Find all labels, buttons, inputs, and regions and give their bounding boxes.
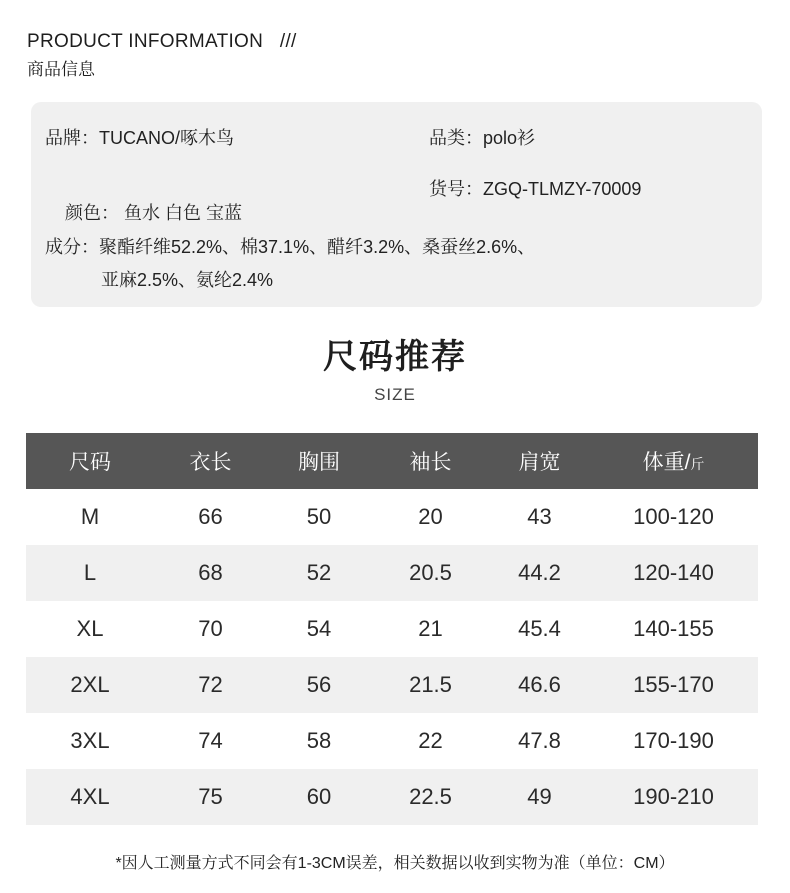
cell-sleeve: 21.5 bbox=[409, 672, 452, 697]
info-sku-value: ZGQ-TLMZY-70009 bbox=[483, 179, 642, 199]
section-header bbox=[27, 30, 297, 81]
section-title-cn: 商品信息 bbox=[27, 60, 95, 79]
size-title: 尺码推荐 bbox=[323, 338, 467, 376]
cell-shoulder: 46.6 bbox=[518, 672, 561, 697]
table-row bbox=[26, 769, 758, 825]
info-composition-label: 成分： bbox=[45, 237, 99, 257]
info-color-value: 鱼水 白色 宝蓝 bbox=[119, 203, 243, 223]
header-chest: 胸围 bbox=[298, 451, 340, 474]
measurement-note: *因人工测量方式不同会有1-3CM误差，相关数据以收到实物为准（单位：CM） bbox=[115, 855, 675, 872]
cell-length: 66 bbox=[198, 504, 223, 529]
cell-length: 75 bbox=[198, 784, 223, 809]
info-sku bbox=[429, 177, 641, 201]
cell-chest: 56 bbox=[306, 672, 332, 697]
cell-weight: 100-120 bbox=[633, 504, 714, 529]
info-category-label: 品类： bbox=[429, 128, 483, 148]
header-sleeve: 袖长 bbox=[409, 451, 452, 474]
cell-weight: 155-170 bbox=[633, 672, 714, 697]
info-composition-cont bbox=[101, 268, 273, 292]
cell-length: 74 bbox=[198, 728, 223, 753]
cell-weight: 170-190 bbox=[633, 728, 714, 753]
cell-sleeve: 20 bbox=[418, 504, 443, 529]
cell-shoulder: 47.8 bbox=[518, 728, 561, 753]
info-sku-label: 货号： bbox=[429, 179, 483, 199]
header-weight bbox=[589, 446, 758, 476]
cell-size: L bbox=[83, 560, 97, 585]
cell-length: 68 bbox=[198, 560, 223, 585]
cell-chest: 52 bbox=[306, 560, 332, 585]
header-size: 尺码 bbox=[69, 451, 111, 474]
cell-chest: 50 bbox=[306, 504, 332, 529]
cell-chest: 54 bbox=[306, 616, 332, 641]
info-composition-line1: 聚酯纤维52.2%、棉37.1%、醋纤3.2%、桑蚕丝2.6%、 bbox=[99, 237, 536, 257]
cell-weight: 120-140 bbox=[633, 560, 714, 585]
info-category bbox=[429, 126, 535, 150]
cell-size: 2XL bbox=[70, 672, 110, 697]
header-weight-label: 体重/ bbox=[642, 451, 691, 474]
header-weight-unit: 斤 bbox=[690, 456, 705, 472]
cell-sleeve: 22 bbox=[418, 728, 443, 753]
cell-sleeve: 22.5 bbox=[409, 784, 452, 809]
cell-shoulder: 44.2 bbox=[518, 560, 561, 585]
table-row bbox=[26, 489, 758, 545]
cell-shoulder: 43 bbox=[527, 504, 552, 529]
cell-shoulder: 49 bbox=[527, 784, 552, 809]
header-length: 衣长 bbox=[189, 451, 232, 474]
table-row bbox=[26, 601, 758, 657]
cell-size: 3XL bbox=[70, 728, 110, 753]
cell-length: 72 bbox=[198, 672, 223, 697]
section-title-en: PRODUCT INFORMATION /// bbox=[27, 31, 297, 52]
info-color-label: 颜色： bbox=[65, 203, 120, 223]
cell-weight: 190-210 bbox=[633, 784, 714, 809]
size-table bbox=[26, 433, 758, 825]
info-composition-line2: 亚麻2.5%、氨纶2.4% bbox=[101, 270, 274, 290]
size-subtitle: SIZE bbox=[374, 385, 416, 404]
header-shoulder: 肩宽 bbox=[518, 451, 561, 474]
cell-size: M bbox=[80, 504, 100, 529]
table-row bbox=[26, 713, 758, 769]
cell-chest: 60 bbox=[306, 784, 332, 809]
cell-size: 4XL bbox=[70, 784, 110, 809]
cell-length: 70 bbox=[198, 616, 223, 641]
table-row bbox=[26, 545, 758, 601]
size-table-header bbox=[26, 433, 758, 489]
table-row bbox=[26, 657, 758, 713]
cell-sleeve: 20.5 bbox=[409, 560, 452, 585]
info-brand-value: TUCANO/啄木鸟 bbox=[99, 128, 234, 148]
cell-chest: 58 bbox=[306, 728, 332, 753]
product-info-panel bbox=[31, 102, 762, 307]
cell-weight: 140-155 bbox=[633, 616, 714, 641]
info-category-value: polo衫 bbox=[483, 128, 536, 148]
info-brand bbox=[45, 126, 234, 150]
cell-sleeve: 21 bbox=[418, 616, 443, 641]
info-composition bbox=[45, 235, 535, 259]
cell-shoulder: 45.4 bbox=[518, 616, 561, 641]
info-brand-label: 品牌： bbox=[45, 128, 99, 148]
cell-size: XL bbox=[76, 616, 104, 641]
